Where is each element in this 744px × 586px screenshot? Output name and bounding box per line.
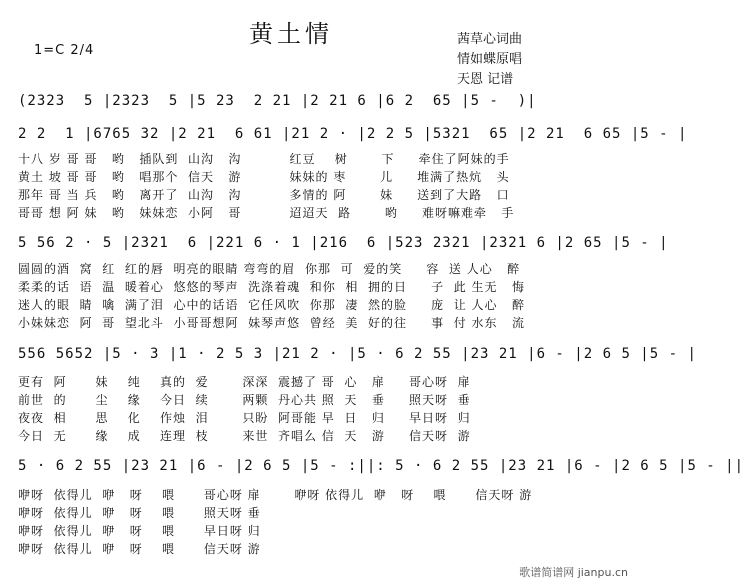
lyric-line-3-2: 前世 的 尘 缘 今日 续 两颗 丹心共 照 天 垂 照天呀 垂 xyxy=(18,393,471,407)
song-title: 黄土情 xyxy=(249,20,333,48)
key-time-signature: 1=C 2/4 xyxy=(34,43,95,58)
lyric-line-2-2: 柔柔的话 语 温 暖着心 悠悠的琴声 洗涤着魂 和你 相 拥的日 子 此 生无 悔 xyxy=(18,280,525,294)
lyric-line-1-3: 那年 哥 当 兵 哟 离开了 山沟 沟 多情的 阿 妹 送到了大路 口 xyxy=(18,188,510,202)
lyric-line-2-1: 圆圆的酒 窝 红 红的唇 明亮的眼睛 弯弯的眉 你那 可 爱的笑 容 送 人心 醉 xyxy=(18,262,521,276)
credit-lyricist-composer: 茜草心词曲 xyxy=(457,32,523,47)
lyric-line-3-3: 夜夜 相 思 化 作烛 泪 只盼 阿哥能 早 日 归 早日呀 归 xyxy=(18,411,471,425)
lyric-line-3-1: 更有 阿 妹 纯 真的 爱 深深 震撼了 哥 心 扉 哥心呀 扉 xyxy=(18,375,471,389)
lyric-line-1-1: 十八 岁 哥 哥 哟 插队到 山沟 沟 红豆 树 下 牵住了阿妹的手 xyxy=(18,152,510,166)
watermark: 歌谱简谱网 jianpu.cn xyxy=(519,566,628,579)
lyric-line-4-4: 咿呀 依得儿 咿 呀 喂 信天呀 游 xyxy=(18,542,261,556)
lyric-line-4-2: 咿呀 依得儿 咿 呀 喂 照天呀 垂 xyxy=(18,506,261,520)
lyric-line-4-1: 咿呀 依得儿 咿 呀 喂 哥心呀 扉 咿呀 依得儿 咿 呀 喂 信天呀 游 xyxy=(18,488,533,502)
notation-line-1: 2 2 1 |6765 32 |2 21 6 61 |21 2 · |2 2 5 |5321 65 |2 21 6 65 |5 - | xyxy=(18,126,688,142)
lyric-line-3-4: 今日 无 缘 成 连理 枝 来世 齐唱么 信 天 游 信天呀 游 xyxy=(18,429,471,443)
credit-original-singer: 情如蝶原唱 xyxy=(457,52,523,67)
lyric-line-1-4: 哥哥 想 阿 妹 哟 妹妹恋 小阿 哥 迢迢天 路 哟 难呀嘛难牵 手 xyxy=(18,206,515,220)
notation-line-2: 5 56 2 · 5 |2321 6 |221 6 · 1 |216 6 |523 2321 |2321 6 |2 65 |5 - | xyxy=(18,235,669,251)
notation-line-3: 556 5652 |5 · 3 |1 · 2 5 3 |21 2 · |5 · 6 2 55 |23 21 |6 - |2 6 5 |5 - | xyxy=(18,346,697,362)
lyric-line-2-3: 迷人的眼 睛 噙 满了泪 心中的话语 它任风吹 你那 凄 然的脸 庞 让 人心 醉 xyxy=(18,298,525,312)
notation-line-4: 5 · 6 2 55 |23 21 |6 - |2 6 5 |5 - :||: 5 · 6 2 55 |23 21 |6 - |2 6 5 |5 - || xyxy=(18,458,744,474)
lyric-line-1-2: 黄土 坡 哥 哥 哟 唱那个 信天 游 妹妹的 枣 儿 堆满了热炕 头 xyxy=(18,170,510,184)
lyric-line-2-4: 小妹妹恋 阿 哥 望北斗 小哥哥想阿 妹琴声悠 曾经 美 好的往 事 付 水东 流 xyxy=(18,316,525,330)
lyric-line-4-3: 咿呀 依得儿 咿 呀 喂 早日呀 归 xyxy=(18,524,261,538)
notation-line-intro: (2323 5 |2323 5 |5 23 2 21 |2 21 6 |6 2 65 |5 - )| xyxy=(18,93,537,109)
credit-transcriber: 天恩 记谱 xyxy=(457,72,514,87)
